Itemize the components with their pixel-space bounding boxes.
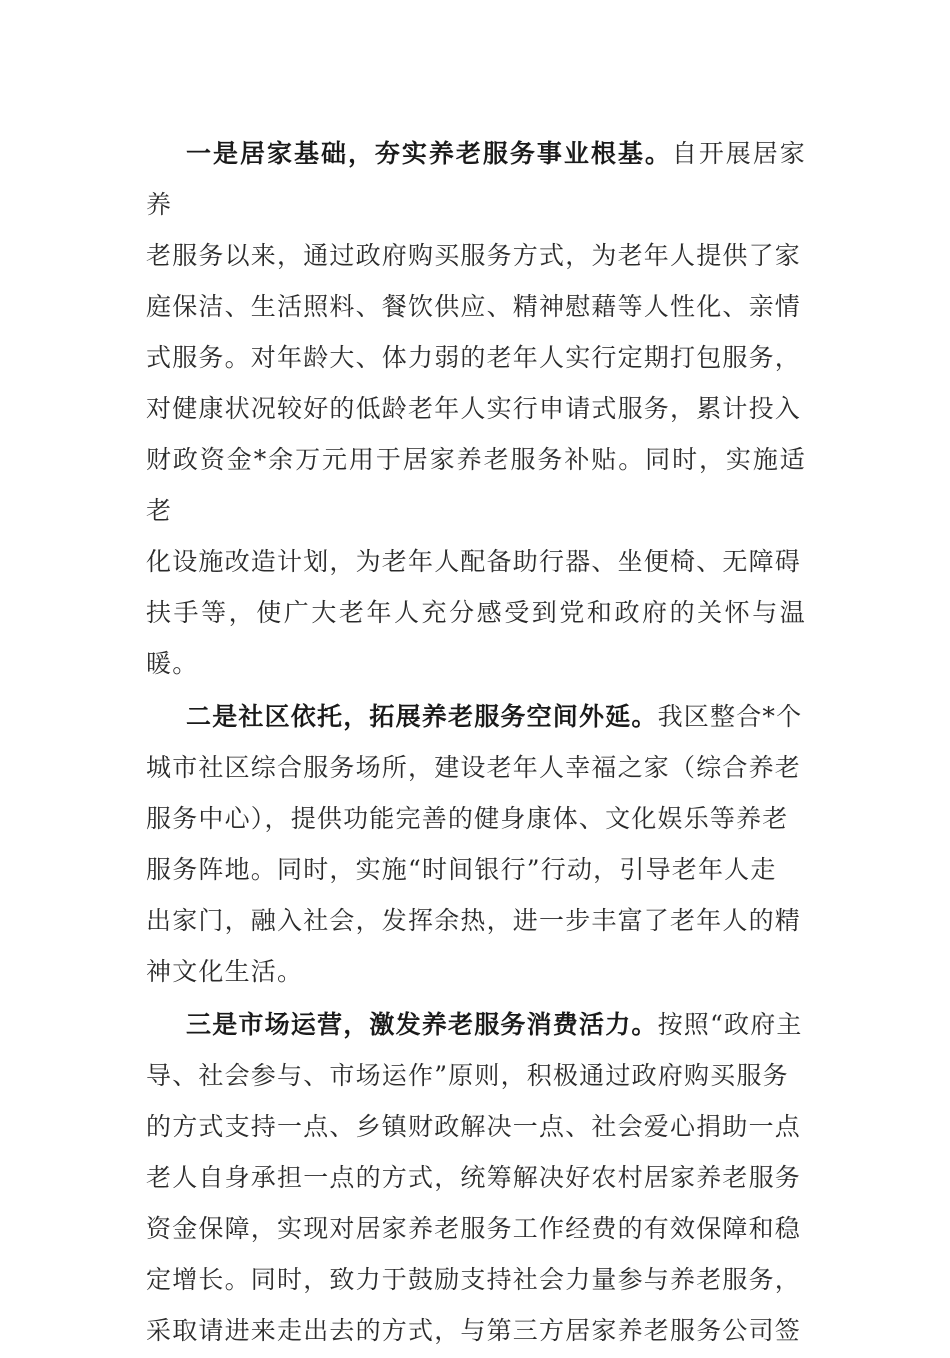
paragraph-text: 按照“政府主 导、社会参与、市场运作”原则，积极通过政府购买服务 的方式支持一点、乡镇财政解决一点、社会爱心捐助一点 老人自身承担一点的方式，统筹解决好农村居家养老服务 资金保障，实现对居家养老服务工作经费的有效保障和稳 定增长。同时，致力于鼓励支持社会力量参与养老服务， 采取请进来走出去的方式，与第三方居家养老服务公司签 (146, 1010, 803, 1345)
paragraph-market (146, 999, 806, 1356)
paragraph-lead: 一是居家基础，夯实养老服务事业根基。 (186, 139, 672, 168)
paragraph-lead: 三是市场运营，激发养老服务消费活力。 (186, 1010, 658, 1039)
paragraph-text: 我区整合*个 城市社区综合服务场所，建设老年人幸福之家（综合养老 服务中心），提供功能完善的健身康体、文化娱乐等养老 服务阵地。同时，实施“时间银行”行动，引导老年人走 出家门，融入社会，发挥余热，进一步丰富了老年人的精 神文化生活。 (146, 702, 803, 986)
paragraph-community (146, 691, 806, 997)
document-body (146, 128, 806, 1358)
paragraph-text: 自开展居家养 老服务以来，通过政府购买服务方式，为老年人提供了家 庭保洁、生活照料、餐饮供应、精神慰藉等人性化、亲情 式服务。对年龄大、体力弱的老年人实行定期打包服务， 对健康状况较好的低龄老年人实行申请式服务，累计投入 财政资金*余万元用于居家养老服务补贴。同时，实施适老 化设施改造计划，为老年人配备助行器、坐便椅、无障碍 扶手等，使广大老年人充分感受到党和政府的关怀与温暖。 (146, 139, 806, 678)
paragraph-home-care (146, 128, 806, 689)
paragraph-lead: 二是社区依托，拓展养老服务空间外延。 (186, 702, 658, 731)
